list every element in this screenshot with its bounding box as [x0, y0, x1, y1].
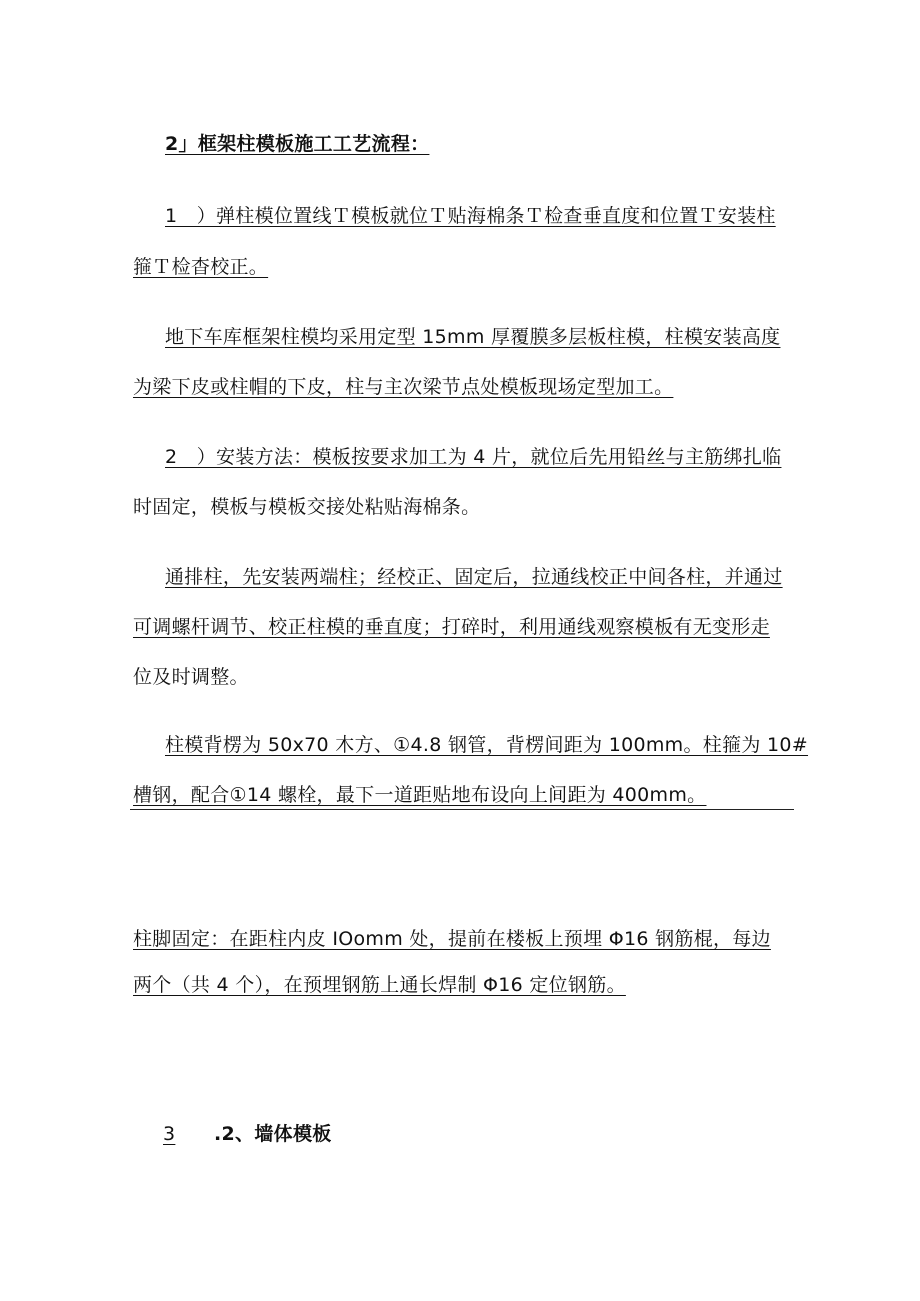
- garage-para-line2: 为梁下皮或柱帽的下皮，柱与主次梁节点处模板现场定型加工。: [133, 376, 674, 398]
- heading-framework-column: 2」框架柱模板施工工艺流程：: [165, 133, 430, 155]
- row-columns-para-line3: 位及时调整。: [133, 666, 249, 688]
- backing-para-line1: 柱模背楞为 50x70 木方、①4.8 钢管，背楞间距为 100mm。柱箍为 10#: [165, 734, 809, 756]
- heading-wall-title: .2、墙体模板: [214, 1123, 332, 1145]
- heading-wall-number: 3: [163, 1123, 176, 1145]
- foot-para-line2: 两个（共 4 个），在预埋钢筋上通长焊制 Φ16 定位钢筋。: [133, 974, 626, 996]
- foot-para-line1: 柱脚固定：在距柱内皮 IOomm 处，提前在楼板上预埋 Φ16 钢筋棍，每边: [133, 928, 771, 950]
- step1-line1: 1 ）弹柱模位置线Ｔ模板就位Ｔ贴海棉条Ｔ检查垂直度和位置Ｔ安装柱: [165, 205, 776, 227]
- horizontal-rule: [130, 809, 794, 810]
- garage-para-line1: 地下车库框架柱模均采用定型 15mm 厚覆膜多层板柱模，柱模安装高度: [165, 326, 781, 348]
- step2-line1: 2 ）安装方法：模板按要求加工为 4 片，就位后先用铅丝与主筋绑扎临: [165, 446, 782, 468]
- step1-line2: 箍Ｔ检杳校正。: [133, 256, 269, 278]
- row-columns-para-line1: 通排柱，先安装两端柱；经校正、固定后，拉通线校正中间各柱，并通过: [165, 566, 783, 588]
- step2-line2: 时固定，模板与模板交接处粘贴海棉条。: [133, 496, 481, 518]
- backing-para-line2: 槽钢，配合①14 螺栓，最下一道距贴地布设向上间距为 400mm。: [133, 784, 707, 806]
- row-columns-para-line2: 可调螺杆调节、校正柱模的垂直度；打碎时，利用通线观察模板有无变形走: [133, 616, 770, 638]
